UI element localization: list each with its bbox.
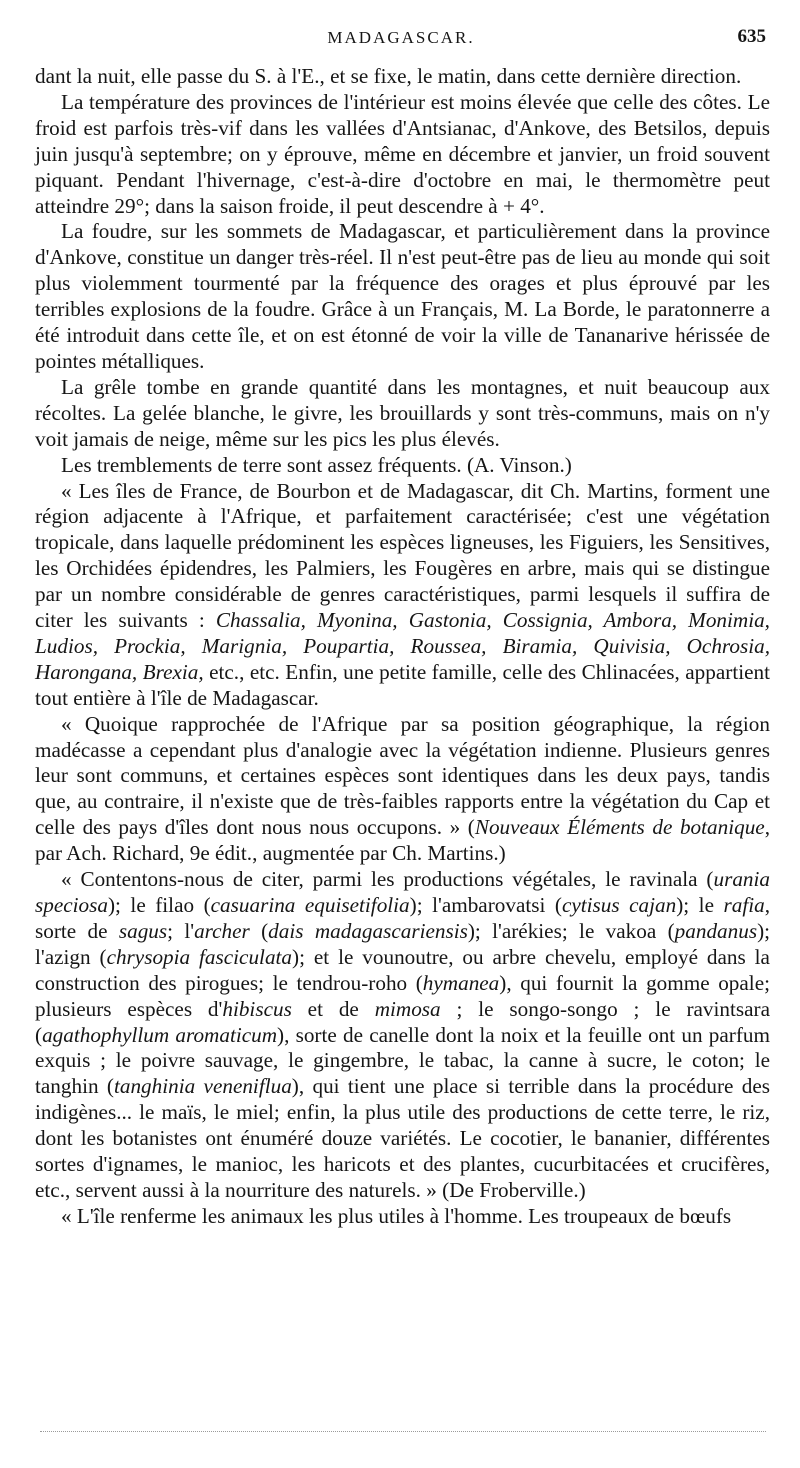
italic-text: rafia — [723, 893, 765, 917]
text-run: ); l'azign ( — [35, 918, 771, 969]
text-run: « Contentons-nous de citer, parmi les productions végétales, le ravinala ( — [61, 867, 714, 892]
text-run: Les tremblements de terre sont assez fréquents. (A. Vinson.) — [61, 452, 572, 477]
italic-text: cytisus cajan — [561, 893, 677, 917]
text-run: , sorte de — [35, 893, 771, 943]
text-run: La grêle tombe en grande quantité dans les montagnes, et nuit beaucoup aux récoltes. La gelée blanche, le givre, les brouillards y sont très-communs, mais on n'y voit jamais de neige, même sur les pics les plus élevés. — [35, 374, 770, 451]
italic-text: urania speciosa — [35, 867, 770, 917]
text-run: « Quoique rapprochée de l'Afrique par sa position géographique, la région madécasse a cependant plus d'analogie avec la végétation indienne. Plusieurs genres leur sont communs, et certaines espèces sont identiques dans les deux pays, tandis que, au contraire, il n'existe que de très-faibles rapports entre la végétation du Cap et celle des pays d'îles dont nous nous occupons. » ( — [35, 711, 770, 840]
italic-text: Chassalia, Myonina, Gastonia, Cossignia, Ambora, Monimia, Ludios, Prockia, Marignia, Poupartia, Roussea, Biramia, Quivisia, Ochrosia, Harongana, Brexia, — [35, 608, 770, 684]
paragraph-p8 — [35, 867, 770, 1204]
text-run: ); le — [676, 893, 724, 917]
italic-text: tanghinia veneniflua — [113, 1074, 292, 1099]
paragraph-p2 — [35, 90, 770, 220]
italic-text: dais madagascariensis — [268, 918, 468, 943]
italic-text: hibiscus — [222, 996, 292, 1021]
paragraph-p1 — [35, 64, 770, 90]
paragraph-p4 — [35, 375, 770, 453]
italic-text: chrysopia fasciculata — [106, 944, 293, 969]
page-header — [36, 22, 766, 52]
paragraph-p7 — [35, 712, 770, 867]
italic-text: sagus — [118, 918, 168, 943]
text-run: et de — [291, 996, 375, 1021]
running-title: MADAGASCAR. — [327, 28, 475, 47]
paragraph-p6 — [35, 479, 770, 712]
text-run: ); le filao ( — [107, 893, 211, 917]
italic-text: pandanus — [674, 918, 758, 943]
text-run: ), qui tient une place si terrible dans la procédure des indigènes... le maïs, le miel; enfin, la plus utile des productions de cette terre, le riz, dont les botanistes ont énuméré douze variétés. Le cocotier, le bananier, différentes sortes d'ignames, le manioc, les haricots et des plantes, cucurbitacées et crucifères, etc., servent aussi à la nourriture des naturels. » (De Froberville.) — [35, 1074, 771, 1202]
italic-text: archer — [194, 918, 250, 943]
text-run: ); et le vounoutre, ou arbre chevelu, employé dans la construction des pirogues; le tendrou-roho ( — [35, 944, 770, 995]
body-text — [35, 64, 770, 1230]
italic-text: agathophyllum aromaticum — [42, 1022, 278, 1047]
text-run: ; le songo-songo ; le ravintsara ( — [35, 996, 770, 1047]
paragraph-p5 — [35, 453, 770, 479]
page-number: 635 — [737, 26, 766, 47]
paragraph-p9 — [35, 1204, 770, 1230]
text-run: ), sorte de canelle dont la noix et la feuille ont un parfum exquis ; le poivre sauvage, le gingembre, le tabac, la canne à sucre, le coton; le tanghin ( — [35, 1022, 770, 1099]
text-run: « L'île renferme les animaux les plus utiles à l'homme. Les troupeaux de bœufs — [61, 1203, 732, 1228]
italic-text: mimosa — [374, 996, 441, 1021]
text-run: La foudre, sur les sommets de Madagascar, et particulièrement dans la province d'Ankove, constitue un danger très-réel. Il n'est peut-être pas de lieu au monde qui soit plus violemment tourmenté par la fréquence des orages et plus éprouvé par les terribles explosions de la foudre. Grâce à un Français, M. La Borde, le paratonnerre a été introduit dans cette île, et on est étonné de voir la ville de Tananarive hérissée de pointes métalliques. — [35, 219, 770, 373]
text-run: ), qui fournit la gomme opale; plusieurs espèces d' — [35, 970, 770, 1021]
italic-text: casuarina equisetifolia — [210, 893, 410, 917]
text-run: La température des provinces de l'intérieur est moins élevée que celle des côtes. Le froid est parfois très-vif dans les vallées d'Antsianac, d'Ankove, des Betsilos, depuis juin jusqu'à septembre; on y éprouve, même en décembre et janvier, un froid souvent piquant. Pendant l'hivernage, c'est-à-dire d'octobre en mai, le thermomètre peut atteindre 29°; dans la saison froide, il peut descendre à + 4°. — [35, 89, 770, 218]
text-run: ; l' — [167, 918, 195, 943]
text-run: ( — [249, 918, 269, 943]
text-run: ); l'arékies; le vakoa ( — [467, 918, 675, 943]
text-run: dant la nuit, elle passe du S. à l'E., et se fixe, le matin, dans cette dernière direction. — [35, 64, 742, 88]
text-run: ); l'ambarovatsi ( — [409, 893, 562, 917]
text-run: , par Ach. Richard, 9e édit., augmentée par Ch. Martins.) — [35, 815, 770, 866]
text-run: « Les îles de France, de Bourbon et de Madagascar, dit Ch. Martins, forment une région adjacente à l'Afrique, et parfaitement caractérisée; c'est une végétation tropicale, dans laquelle prédominent les espèces ligneuses, les Figuiers, les Sensitives, les Orchidées épidendres, les Palmiers, les Fougères en arbre, mais qui se distingue par un nombre considérable de genres caractéristiques, parmi lesquels il suffira de citer les suivants : — [35, 478, 770, 633]
italic-text: Nouveaux Éléments de botanique — [474, 815, 765, 840]
footer-rule — [40, 1431, 766, 1432]
text-run: etc., etc. Enfin, une petite famille, celle des Chlinacées, appartient tout entière à l'île de Madagascar. — [35, 659, 770, 710]
paragraph-p3 — [35, 219, 770, 374]
italic-text: hymanea — [422, 970, 500, 995]
